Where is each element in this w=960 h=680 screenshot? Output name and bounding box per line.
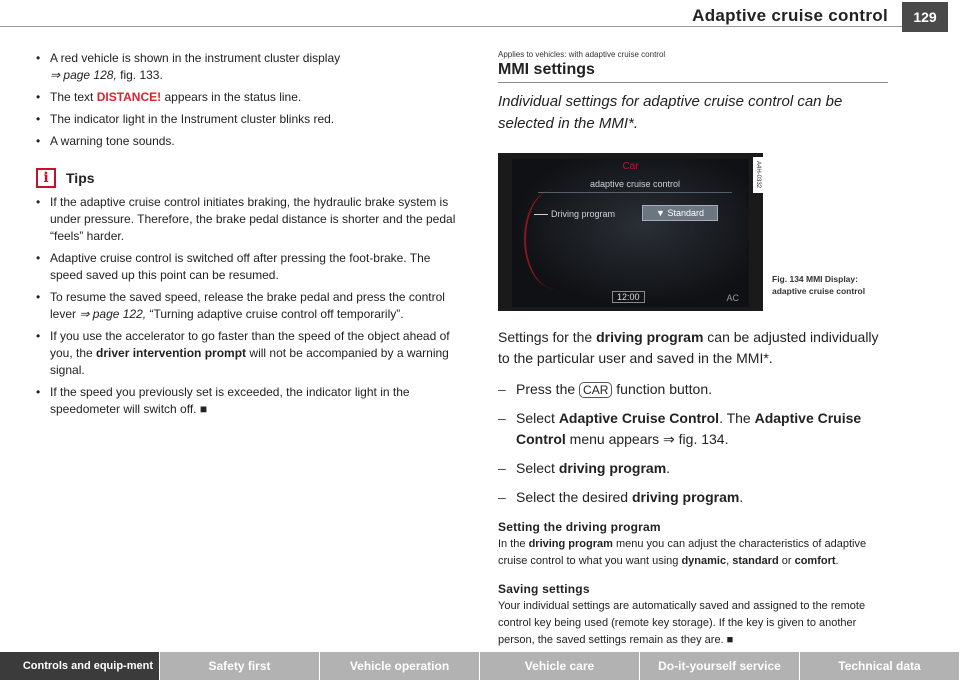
tip-item: • If the adaptive cruise control initiates braking, the hydraulic brake system is under pressure. Therefore, the brake pedal distance is shorter and the pedal “feels” harder. <box>36 194 466 245</box>
step-press-car: – Press the CAR function button. <box>498 379 890 400</box>
figure-134 <box>498 153 890 313</box>
footer-tab-care[interactable]: Vehicle care <box>480 652 640 680</box>
mmi-clock: 12:00 <box>612 291 645 303</box>
footer-tab-safety[interactable]: Safety first <box>160 652 320 680</box>
mmi-ac-label: AC <box>726 293 739 303</box>
right-column <box>498 50 890 649</box>
page-header-title: Adaptive cruise control <box>692 6 888 25</box>
setting-paragraph: In the driving program menu you can adjust the characteristics of adaptive cruise control to what you want using dynamic, standard or comfort. <box>498 538 867 567</box>
mmi-display-image <box>498 153 763 311</box>
tips-heading <box>36 168 466 188</box>
step-select-acc: – Select Adaptive Cruise Control. The Adaptive Cruise Control menu appears ⇒ fig. 134. <box>498 408 890 450</box>
footer-tab-controls[interactable]: Controls and equip-ment <box>0 652 160 680</box>
mmi-screen <box>512 159 749 307</box>
footer-nav <box>0 652 960 680</box>
footer-tab-diy[interactable]: Do-it-yourself service <box>640 652 800 680</box>
footer-tab-technical[interactable]: Technical data <box>800 652 960 680</box>
info-icon: i <box>36 168 56 188</box>
mmi-arc-decoration <box>524 189 586 289</box>
footer-tab-operation[interactable]: Vehicle operation <box>320 652 480 680</box>
tip-item: • To resume the saved speed, release the brake pedal and press the control lever ⇒ page 122, “Turning adaptive cruise control off temporarily”. <box>36 289 466 323</box>
mmi-menu-title: adaptive cruise control <box>538 179 732 193</box>
mmi-standard-value: ▼ Standard <box>642 205 718 221</box>
applies-note: Applies to vehicles: with adaptive cruise control <box>498 50 666 59</box>
bullet-warning-tone: • A warning tone sounds. <box>36 133 466 150</box>
page-ref-link[interactable]: ⇒ page 128, <box>50 68 117 82</box>
tip-item: • If you use the accelerator to go faster than the speed of the object ahead of you, the driver intervention prompt will not be accompanied by a warning signal. <box>36 328 466 379</box>
subheading-setting: Setting the driving program <box>498 520 661 534</box>
section-title: MMI settings <box>498 61 888 83</box>
intro-text: Individual settings for adaptive cruise control can be selected in the MMI*. <box>498 93 843 132</box>
mmi-car-label: Car <box>622 161 639 172</box>
distance-warning-text: DISTANCE! <box>96 90 162 104</box>
tips-title: Tips <box>66 169 95 186</box>
bullet-indicator-light: • The indicator light in the Instrument cluster blinks red. <box>36 111 466 128</box>
bullet-distance-text: • The text DISTANCE! appears in the status line. <box>36 89 466 106</box>
bullet-red-vehicle: • A red vehicle is shown in the instrument cluster display ⇒ page 128, fig. 133. <box>36 50 466 84</box>
tip-item: • Adaptive cruise control is switched off after pressing the foot-brake. The speed saved up this point can be resumed. <box>36 250 466 284</box>
page-number: 129 <box>902 2 948 32</box>
tip-item: • If the speed you previously set is exceeded, the indicator light in the speedometer will switch off. ■ <box>36 384 466 418</box>
settings-paragraph: Settings for the driving program can be adjusted individually to the particular user and saved in the MMI*. <box>498 329 879 366</box>
car-key: CAR <box>579 382 612 398</box>
figure-code: A4H-0332 <box>753 157 763 193</box>
subheading-saving: Saving settings <box>498 582 590 596</box>
mmi-driving-program-item: Driving program <box>534 209 615 219</box>
left-column <box>36 50 466 423</box>
page-ref-link[interactable]: ⇒ page 122, <box>79 307 147 321</box>
saving-paragraph: Your individual settings are automatically saved and assigned to the remote control key being used (remote key storage). If the key is given to another person, the saved settings remain as they are. ■ <box>498 600 866 646</box>
figure-caption: Fig. 134 MMI Display: adaptive cruise control <box>772 274 866 296</box>
step-select-program: – Select driving program. <box>498 458 890 479</box>
header-rule <box>0 26 902 27</box>
step-select-desired: – Select the desired driving program. <box>498 487 890 508</box>
